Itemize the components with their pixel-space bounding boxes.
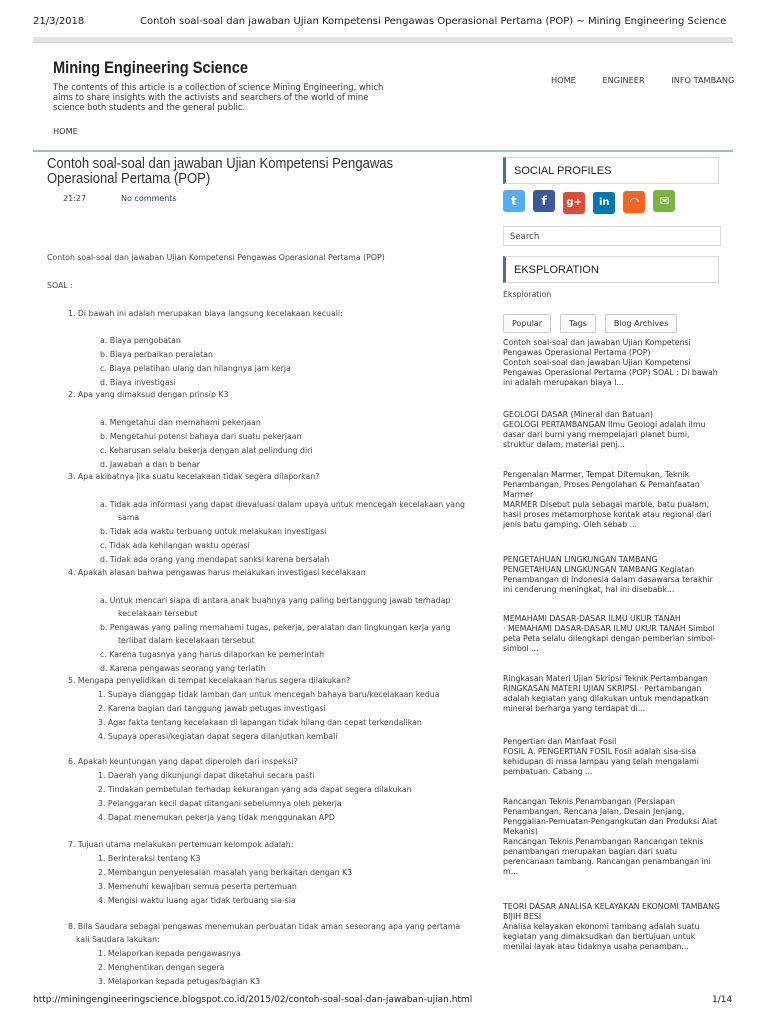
tab-popular[interactable]: Popular xyxy=(503,314,551,333)
twitter-icon[interactable]: t xyxy=(503,190,525,212)
post-line: 5. Mengapa penyelidikan di tempat kecelakaan harus segera dilakukan? xyxy=(68,676,351,685)
email-icon[interactable]: ✉ xyxy=(653,190,675,212)
sidebar-post-title[interactable]: Ringkasan Materi Ujian Skripsi Teknik Pertambangan xyxy=(503,674,708,683)
post-line: 2. Apa yang dimaksud dengan prinsip K3 xyxy=(68,390,229,399)
post-line: 2. Tindakan pembetulan terhadap kekurangan yang ada dapat segera dilakukan xyxy=(98,785,412,794)
post-line: 3. Apa akibatnya jika suatu kecelakaan tidak segera dilaporkan? xyxy=(68,472,320,481)
facebook-icon[interactable]: f xyxy=(533,190,555,212)
post-line: d. Karena pengawas seorang yang terlatih xyxy=(100,664,266,673)
sidebar-post-item xyxy=(503,902,721,952)
post-line: a. Mengetahui dan memahami pekerjaan xyxy=(100,418,261,427)
post-line: 1. Di bawah ini adalah merupakan biaya langsung kecelakaan kecuali: xyxy=(68,309,343,318)
social-profiles-header xyxy=(503,157,719,184)
post-line: c. Keharusan selalu bekerja dengan alat pelindung diri xyxy=(100,446,313,455)
social-icons xyxy=(503,190,678,214)
sidebar-post-snippet: GEOLOGI PERTAMBANGAN Ilmu Geologi adalah ilmu dasar dari bumi yang mempelajari planet bumi, struktur dalam, material penj... xyxy=(503,420,706,449)
post-line: terlibat dalam kecelakaan tersebut xyxy=(118,636,255,645)
site-title[interactable]: Mining Engineering Science xyxy=(53,58,248,77)
sidebar-post-snippet: RINGKASAN MATERI UJIAN SKRIPSI · Pertambangan adalah kegiatan yang dilakukan untuk mendapatkan mineral berharga yang terdapat di... xyxy=(503,684,709,713)
sidebar-post-item xyxy=(503,674,721,714)
post-line: 2. Karena bagian dari tanggung jawab petugas investigasi xyxy=(98,704,326,713)
post-line: b. Tidak ada waktu terbuang untuk melakukan investigasi xyxy=(100,527,327,536)
post-line: a. Tidak ada informasi yang dapat dievaluasi dalam upaya untuk mencegah kecelakaan yang xyxy=(100,500,465,509)
post-line: d. Tidak ada orang yang mendapat sanksi karena bersalah xyxy=(100,555,330,564)
post-line: 1. Daerah yang dikunjungi dapat diketahui secara pasti xyxy=(98,771,315,780)
sidebar-post-title[interactable]: Pengertian dan Manfaat Fosil xyxy=(503,737,617,746)
sidebar-post-item xyxy=(503,737,721,777)
breadcrumb-home[interactable]: HOME xyxy=(53,126,78,136)
nav-home[interactable]: HOME xyxy=(551,75,576,85)
post-line: 3. Melaporkan kepada petugas/bagian K3 xyxy=(98,977,261,986)
post-line: b. Mengetahui potensi bahaya dari suatu pekerjaan xyxy=(100,432,302,441)
post-line: 1. Melaporkan kepada pengawasnya xyxy=(98,949,241,958)
post-line: 2. Menghentikan dengan segera xyxy=(98,963,225,972)
post-intro: Contoh soal-soal dan jawaban Ujian Kompetensi Pengawas Operasional Pertama (POP) xyxy=(47,253,385,262)
sidebar-post-title[interactable]: Pengenalan Marmer, Tempat Ditemukan, Teknik Penambangan, Proses Pengolahan & Pemanfaatan Marmer xyxy=(503,470,700,499)
top-nav xyxy=(551,75,758,85)
sidebar-post-title[interactable]: Rancangan Teknis Penambangan (Persiapan Penambangan, Rencana Jalan, Desain Jenjang, Penggalian-Pemuatan-Pengangkutan dan Produksi Alat Mekanis) xyxy=(503,797,718,836)
nav-engineer[interactable]: ENGINEER xyxy=(602,75,645,85)
sidebar-post-item xyxy=(503,338,721,388)
post-line: d. Biaya investigasi xyxy=(100,378,176,387)
post-line: 3. Agar fakta tentang kecelakaan di lapangan tidak hilang dan cepat terkendalikan xyxy=(98,718,422,727)
print-url: http://miningengineeringscience.blogspot.co.id/2015/02/contoh-soal-soal-dan-jawaban-ujian.html xyxy=(33,995,473,1005)
sidebar-post-item xyxy=(503,555,721,595)
pdf-header xyxy=(0,0,768,38)
post-line: 3. Pelanggaran kecil dapat ditangani sebelumnya oleh pekerja xyxy=(98,799,342,808)
tab-blog-archives[interactable]: Blog Archives xyxy=(605,314,677,333)
sidebar-post-item xyxy=(503,614,721,654)
googleplus-icon[interactable]: g+ xyxy=(563,192,585,214)
post-line: 4. Apakah alasan bahwa pengawas harus melakukan investigasi kecelakaan xyxy=(68,568,366,577)
post-line: a. Biaya pengobatan xyxy=(100,336,181,345)
post-line: 8. Bila Saudara sebagai pengawas menemukan perbuatan tidak aman seseorang apa yang pertama xyxy=(68,922,461,931)
sidebar-post-title[interactable]: GEOLOGI DASAR (Mineral dan Batuan) xyxy=(503,410,653,419)
print-page-number: 1/14 xyxy=(712,995,733,1005)
post-line: c. Tidak ada kehilangan waktu operasi xyxy=(100,541,250,550)
post-title: Contoh soal-soal dan jawaban Ujian Kompetensi Pengawas Operasional Pertama (POP) xyxy=(47,156,394,187)
sidebar-post-item xyxy=(503,470,721,530)
post-soal-label: SOAL : xyxy=(47,281,73,290)
nav-info-tambang[interactable]: INFO TAMBANG xyxy=(671,75,735,85)
post-line: 6. Apakah keuntungan yang dapat diperoleh dari inspeksi? xyxy=(68,757,298,766)
post-line: b. Pengawas yang paling memahami tugas, pekerja, peralatan dan lingkungan kerja yang xyxy=(100,623,451,632)
sidebar-post-item xyxy=(503,410,721,450)
post-line: 4. Mengisi waktu luang agar tidak terbuang sia-sia xyxy=(98,896,296,905)
sidebar-post-item xyxy=(503,797,721,877)
sidebar-post-title[interactable]: PENGETAHUAN LINGKUNGAN TAMBANG xyxy=(503,555,658,564)
post-line: kali Saudara lakukan: xyxy=(76,935,160,944)
sidebar-post-snippet: Contoh soal-soal dan jawaban Ujian Kompetensi Pengawas Operasional Pertama (POP) SOAL : Di bawah ini adalah merupakan biaya l... xyxy=(503,358,718,387)
sidebar-post-title[interactable]: MEMAHAMI DASAR-DASAR ILMU UKUR TANAH xyxy=(503,614,681,623)
tab-tags[interactable]: Tags xyxy=(560,314,596,333)
exploration-header xyxy=(503,256,719,283)
post-line: 2. Membangun penyelesaian masalah yang berkaitan dengan K3 xyxy=(98,868,353,877)
search-input[interactable]: Search xyxy=(503,226,721,246)
site-description: The contents of this article is a collection of science Mining Engineering, which aims to share insights with the activists and searchers of the world of mine science both students and the general public. xyxy=(53,82,384,112)
social-profiles-title: SOCIAL PROFILES xyxy=(514,165,612,177)
post-line: 4. Dapat menemukan pekerja yang tidak menggunakan APD xyxy=(98,813,335,822)
post-line: 1. Berinteraksi tentang K3 xyxy=(98,854,201,863)
rss-icon[interactable]: ◠ xyxy=(623,191,645,213)
exploration-label: Eksploration xyxy=(503,290,552,299)
post-line: 3. Memenuhi kewajiban semua peserta pertemuan xyxy=(98,882,297,891)
sidebar-post-snippet: MARMER Disebut pula sebagai marble, batu pualam, hasil proses metamorphose kontak atau regional dari jenis batu gamping. Oleh sebab ... xyxy=(503,500,712,529)
sidebar-post-snippet: · MEMAHAMI DASAR-DASAR ILMU UKUR TANAH Simbol peta Peta selalu dilengkapi dengan pemberian simbol-simbol ... xyxy=(503,624,716,653)
post-line: 4. Supaya operasi/kegiatan dapat segera dilanjutkan kembali xyxy=(98,732,338,741)
post-comments-link[interactable]: No comments xyxy=(121,194,177,203)
exploration-title: EKSPLORATION xyxy=(514,264,599,276)
sidebar-post-snippet: PENGETAHUAN LINGKUNGAN TAMBANG Kegiatan Penambangan di Indonesia dalam dasawarsa terakhir ini cenderung meningkat, hal ini disebabk... xyxy=(503,565,713,594)
header-divider xyxy=(33,150,733,152)
post-line: 7. Tujuan utama melakukan pertemuan kelompok adalah: xyxy=(68,840,294,849)
linkedin-icon[interactable]: in xyxy=(593,192,615,214)
post-line: c. Biaya pelatihan ulang dan hilangnya jam kerja xyxy=(100,364,291,373)
print-date: 21/3/2018 xyxy=(33,16,85,27)
post-line: b. Biaya perbaikan peralatan xyxy=(100,350,213,359)
post-line: sama xyxy=(118,513,140,522)
sidebar-post-snippet: Rancangan Teknis Penambangan Rancangan teknis penambangan merupakan bagian dari suatu perencanaan tambang. Rancangan penambangan ini m... xyxy=(503,837,711,876)
browser-top-bar xyxy=(33,37,733,43)
sidebar-post-title[interactable]: TEORI DASAR ANALISA KELAYAKAN EKONOMI TAMBANG BIJIH BESI xyxy=(503,902,720,921)
post-line: 1. Supaya dianggap tidak lamban dan untuk mencegah bahaya baru/kecelakaan kedua xyxy=(98,690,440,699)
sidebar-post-title[interactable]: Contoh soal-soal dan jawaban Ujian Kompetensi Pengawas Operasional Pertama (POP) xyxy=(503,338,691,357)
post-line: d. Jawaban a dan b benar xyxy=(100,460,200,469)
sidebar-tabs xyxy=(503,311,681,333)
sidebar-post-snippet: FOSIL A. PENGERTIAN FOSIL Fosil adalah sisa-sisa kehidupan di masa lampau yang telah mengalami pembatuan. Cabang ... xyxy=(503,747,699,776)
post-line: c. Karena tugasnya yang harus dilaporkan ke pemerintah xyxy=(100,650,325,659)
post-line: a. Untuk mencari siapa di antara anak buahnya yang paling bertanggung jawab terhadap xyxy=(100,596,451,605)
print-page-title: Contoh soal-soal dan jawaban Ujian Kompetensi Pengawas Operasional Pertama (POP) ~ Mining Engineering Science xyxy=(140,16,727,27)
sidebar-post-snippet: Analisa kelayakan ekonomi tambang adalah suatu kegiatan yang dimaksudkan dan bertujuan untuk menilai layak atau tidaknya usaha penamban... xyxy=(503,922,700,951)
post-line: kecelakaan tersebut xyxy=(118,609,198,618)
post-time: 21:27 xyxy=(63,194,87,203)
